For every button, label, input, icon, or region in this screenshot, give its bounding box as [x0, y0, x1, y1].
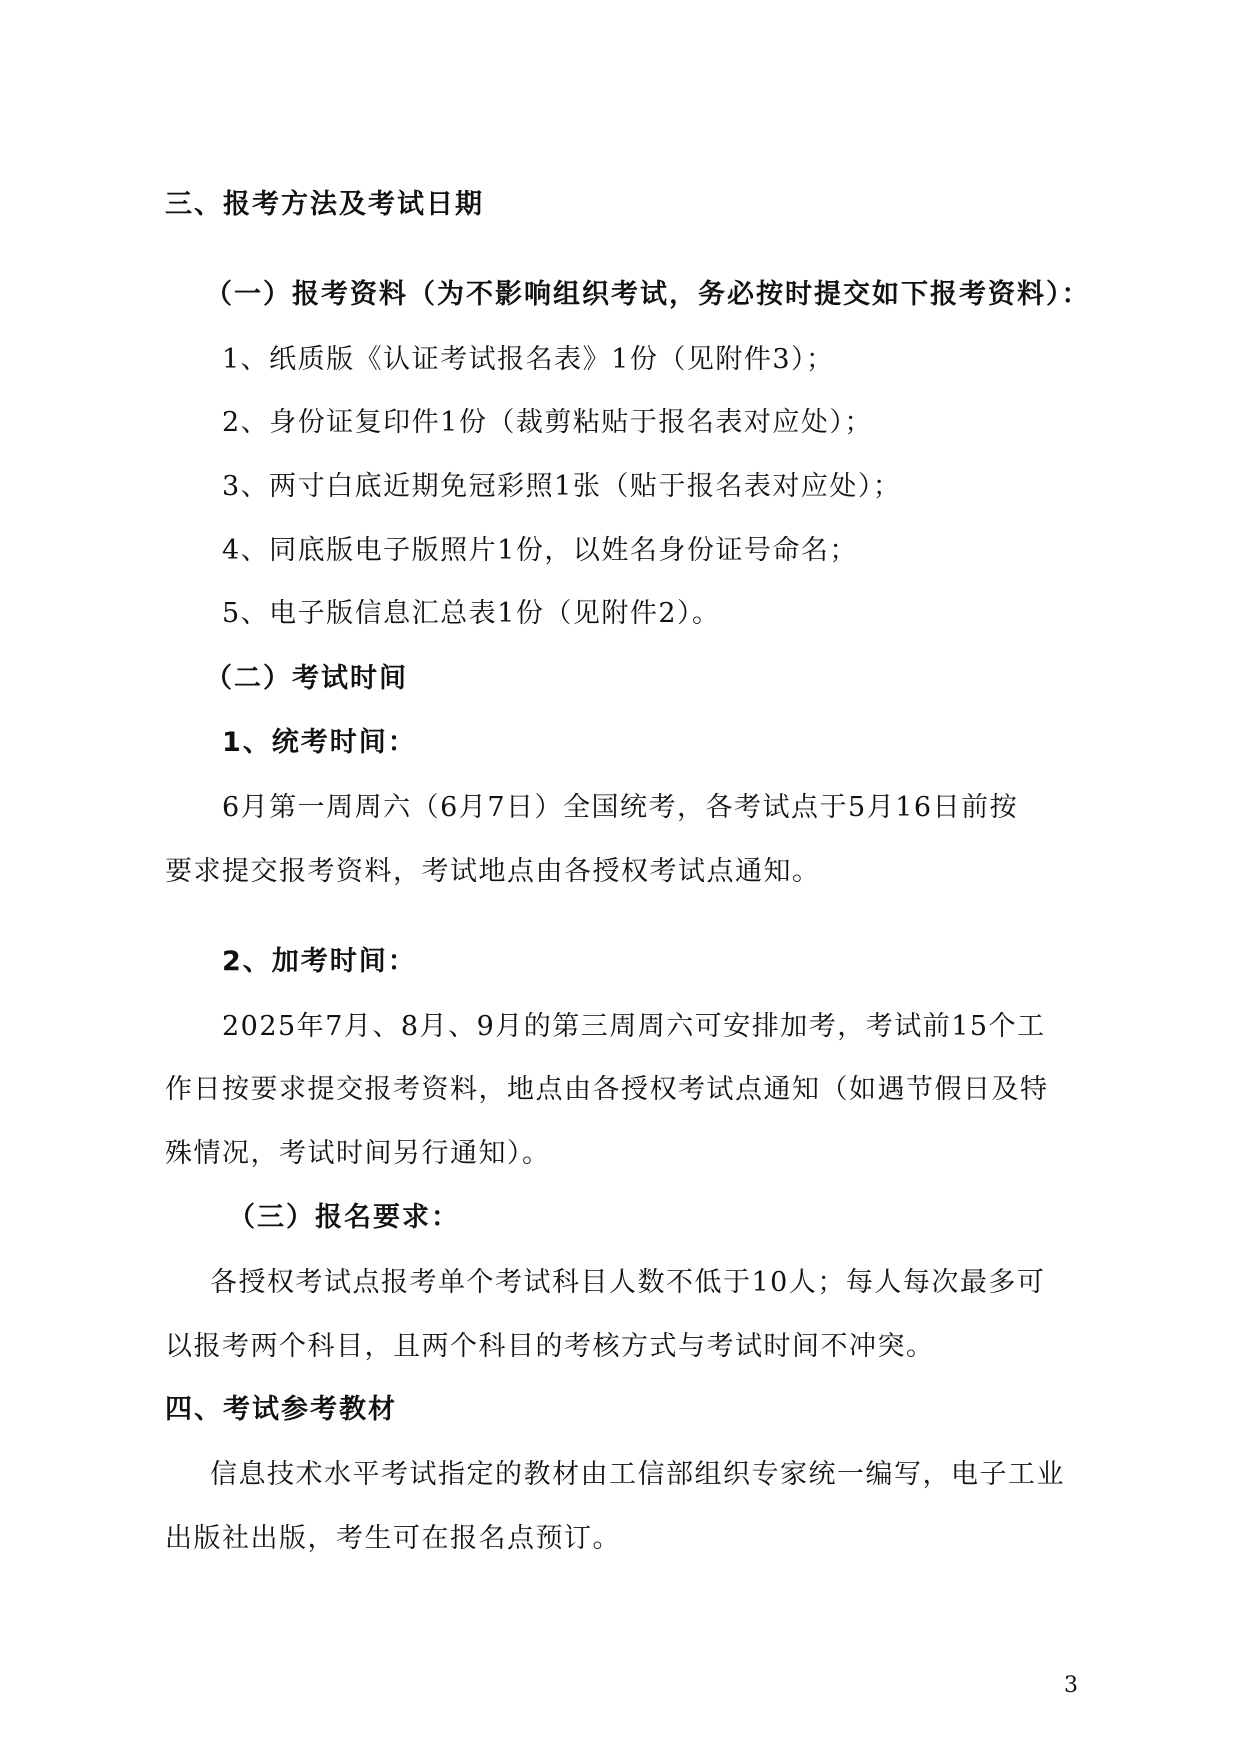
paragraph-line: 作日按要求提交报考资料，地点由各授权考试点通知（如遇节假日及特: [165, 1074, 1049, 1105]
list-item: 5、电子版信息汇总表1份（见附件2）。: [222, 598, 721, 629]
unified-exam-heading: 1、统考时间：: [222, 727, 417, 758]
list-item: 3、两寸白底近期免冠彩照1张（贴于报名表对应处）；: [222, 471, 902, 502]
list-item: 1、纸质版《认证考试报名表》1份（见附件3）；: [222, 344, 835, 375]
extra-exam-heading: 2、加考时间：: [222, 946, 417, 977]
paragraph-line: 殊情况，考试时间另行通知）。: [165, 1138, 551, 1169]
page-number: 3: [1064, 1673, 1078, 1698]
paragraph-line: 出版社出版，考生可在报名点预订。: [165, 1523, 621, 1554]
paragraph-line: 信息技术水平考试指定的教材由工信部组织专家统一编写，电子工业: [210, 1459, 1065, 1490]
list-item: 4、同底版电子版照片1份，以姓名身份证号命名；: [222, 535, 858, 566]
section-3-heading: 三、报考方法及考试日期: [165, 189, 484, 220]
paragraph-line: 2025年7月、8月、9月的第三周周六可安排加考，考试前15个工: [222, 1011, 1046, 1042]
paragraph-line: 各授权考试点报考单个考试科目人数不低于10人；每人每次最多可: [210, 1267, 1046, 1298]
subsection-1-heading: （一）报考资料（为不影响组织考试，务必按时提交如下报考资料）：: [205, 279, 1091, 310]
section-4-heading: 四、考试参考教材: [165, 1394, 397, 1425]
paragraph-line: 要求提交报考资料，考试地点由各授权考试点通知。: [165, 856, 821, 887]
paragraph-line: 以报考两个科目，且两个科目的考核方式与考试时间不冲突。: [165, 1331, 935, 1362]
list-item: 2、身份证复印件1份（裁剪粘贴于报名表对应处）；: [222, 407, 873, 438]
subsection-3-heading: （三）报名要求：: [228, 1202, 460, 1233]
paragraph-line: 6月第一周周六（6月7日）全国统考，各考试点于5月16日前按: [222, 792, 1019, 823]
subsection-2-heading: （二）考试时间: [205, 663, 408, 694]
